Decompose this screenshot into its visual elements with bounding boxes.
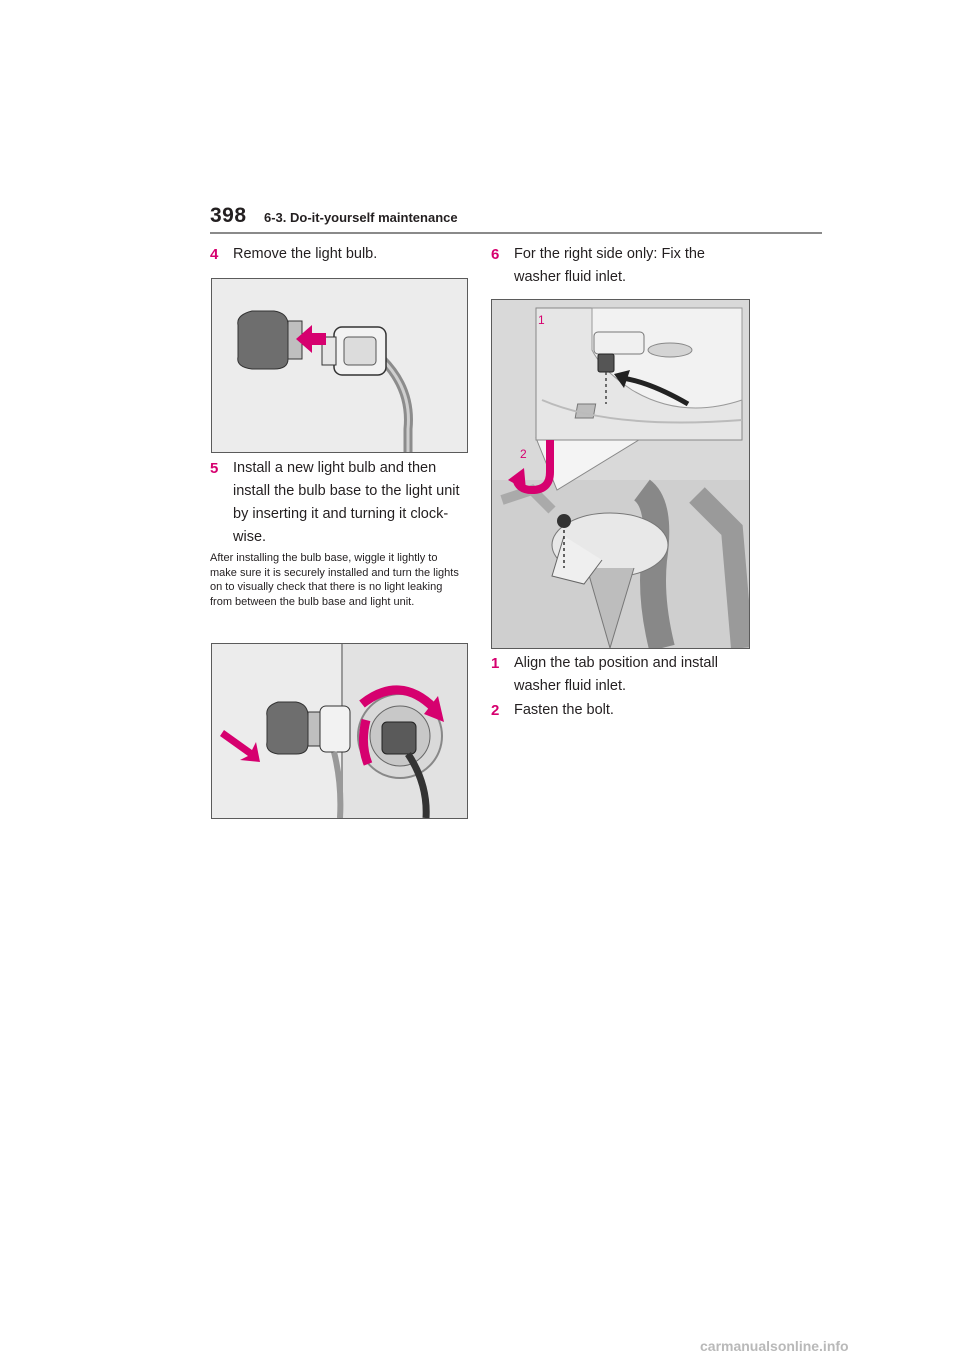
install-bulb-illustration bbox=[212, 644, 467, 818]
step-number: 5 bbox=[210, 460, 219, 477]
caution-note: After installing the bulb base, wiggle it lightly to make sure it is securely installed and turn the lights on to visually check that there is no light leaking from between the bulb base and light unit. bbox=[210, 552, 459, 608]
step-4 bbox=[210, 243, 466, 266]
substep-text: Fasten the bolt. bbox=[514, 702, 614, 718]
section-title: 6-3. Do-it-yourself maintenance bbox=[264, 210, 458, 225]
step-text: Install a new light bulb and then install the bulb base to the light unit by inserting it and turning it clock-wise. bbox=[233, 460, 460, 545]
callout-1: 1 bbox=[538, 313, 545, 327]
remove-bulb-illustration bbox=[212, 279, 467, 452]
substep-1 bbox=[491, 652, 747, 698]
washer-inlet-illustration bbox=[492, 300, 749, 648]
page-header bbox=[210, 200, 822, 236]
step-5 bbox=[210, 457, 466, 549]
step-text: For the right side only: Fix the washer fluid inlet. bbox=[514, 246, 705, 285]
figure-washer-fluid-inlet bbox=[491, 299, 750, 649]
substep-2 bbox=[491, 699, 747, 722]
callout-2: 2 bbox=[520, 447, 527, 461]
step-number: 4 bbox=[210, 246, 219, 263]
watermark[interactable]: carmanualsonline.info bbox=[700, 1338, 849, 1354]
step-6 bbox=[491, 243, 747, 289]
step-text: Remove the light bulb. bbox=[233, 246, 378, 262]
figure-install-bulb bbox=[211, 643, 468, 819]
substep-number: 1 bbox=[491, 655, 500, 672]
page-number: 398 bbox=[210, 204, 247, 227]
step-number: 6 bbox=[491, 246, 500, 263]
substep-number: 2 bbox=[491, 702, 500, 719]
substep-text: Align the tab position and install washer fluid inlet. bbox=[514, 655, 718, 694]
header-rule bbox=[210, 232, 822, 234]
figure-remove-bulb bbox=[211, 278, 468, 453]
